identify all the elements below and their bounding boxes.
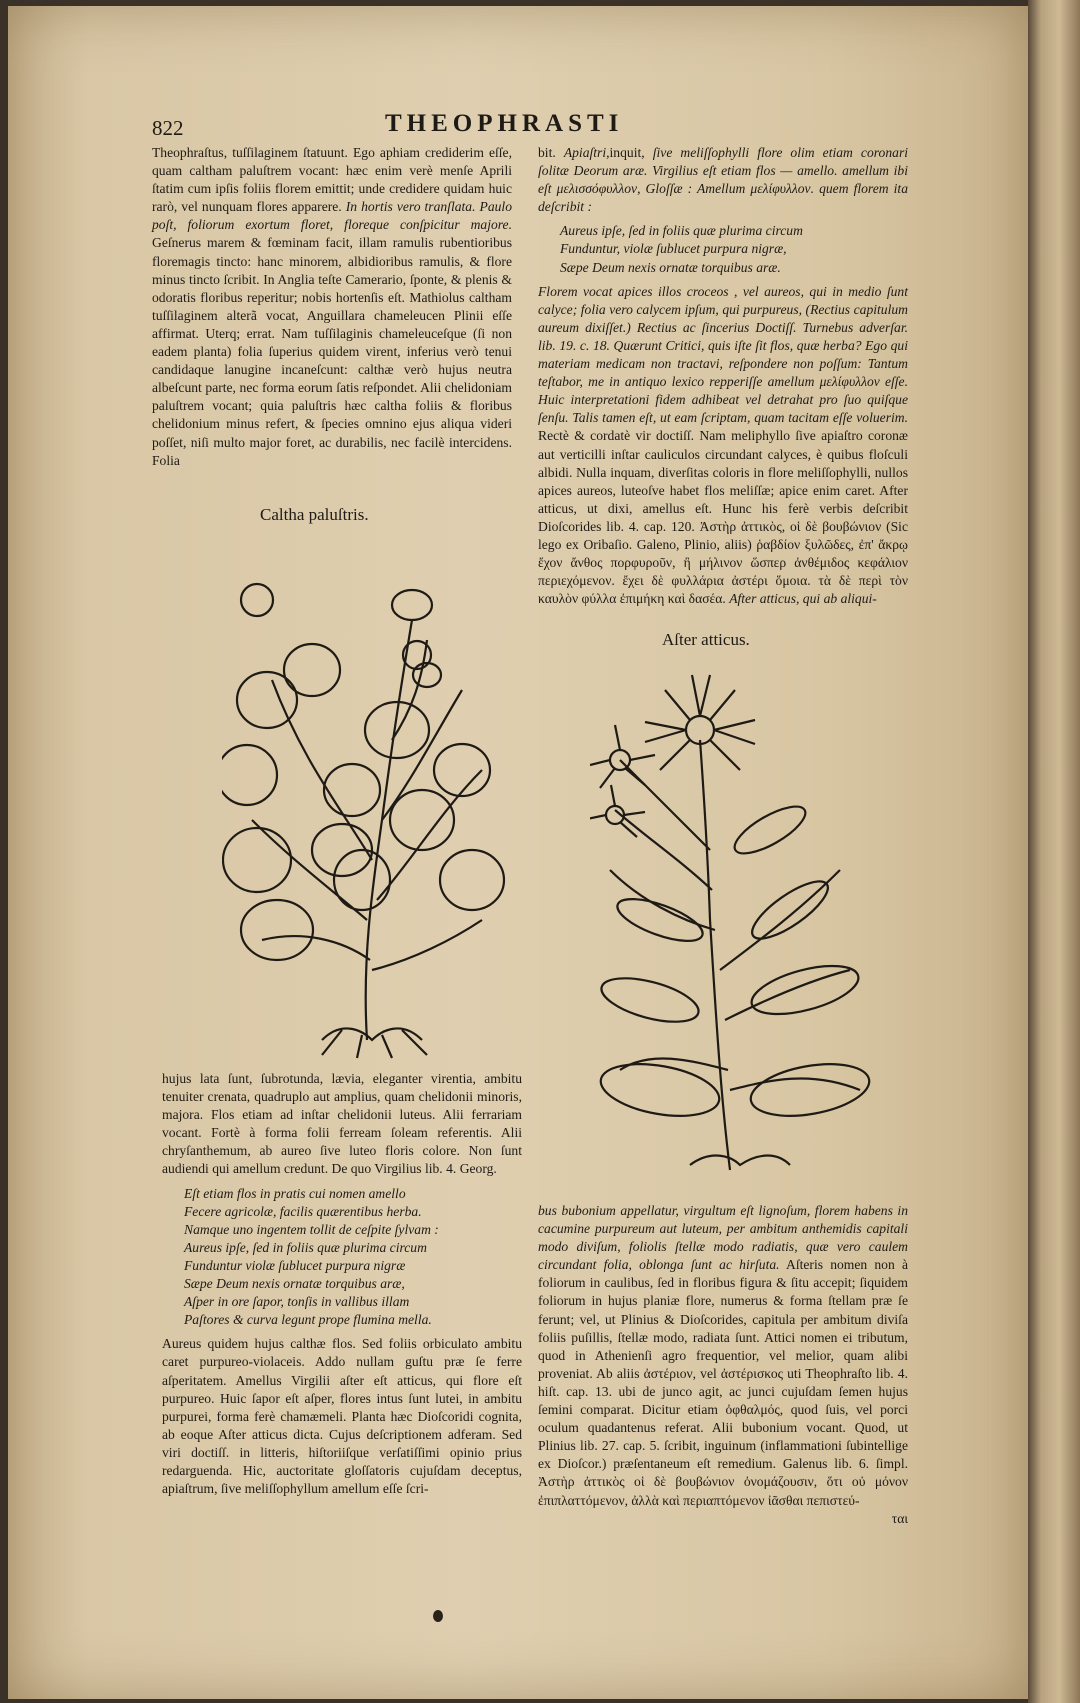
text-run: hujus lata ſunt, ſubrotunda, lævia, eleganter virentia, ambitu tenuiter crenata, quadruplo aut amplius, quam chelidonii minoris, majora. Flos etiam ad inſtar chelidonii luteus. Alii ferrariam vocant. Fortè à forma folii ferream ſoleam referentis. Alii chryſanthemum, ab aureo ſive luteo floris colore. Non ſunt audiendi qui amellum credunt. De quo Virgilius lib. 4. Georg.: [162, 1071, 522, 1177]
verse-line: Namque uno ingentem tollit de ceſpite ſylvam :: [184, 1221, 439, 1237]
italic-run: Apiaſtri,: [563, 145, 610, 160]
page-number: 822: [152, 116, 184, 140]
verse-line: Fecere agricolæ, facilis quærentibus herba.: [184, 1203, 422, 1219]
text-run: Geſnerus marem & fœminam facit, illam ramulis rubentioribus floremagis tincto: hanc minorem, albidioribus ramulis, & flore minus tincto ſcribit. In Anglia teſte Camerario, ſponte, & plenis & odoratis floribus reperitur; nobis hortenſis eſt. Mathiolus caltham tuſſilaginem alterã vocat, Anguillara chameleucen Plinii eſſe affirmat. Uterq; errat. Nam tuſſilaginis chameleuceſque (ſi non eadem planta) folia ſuperius quidem virent, inferius verò tenui candidaque lanugine incaneſcunt: calthæ verò hujus neutra albeſcunt parte, nec forma eorum ſatis reſpondet. Alii chelidoniam paluſtrem vocant; quia paluſtris hæc caltha foliis & floribus chelidonium minus refert, & ſpecies omnino ejus aliqua videri poſſet, niſi multo major foret, ac durabilis, nec facilè intercidens. Folia: [152, 235, 512, 468]
page-header: [140, 110, 915, 144]
text-run: Theophraſtus, tuſſilaginem ſtatuunt. Ego aphiam crediderim eſſe, quam caltham paluſtrem vocant: hæc enim verè menſe Aprili ſtatim cum ipſis foliis florem emittit; unde credidere quidam huic rarò, vel nunquam flores apparere.: [152, 145, 512, 215]
italic-run: After atticus, qui ab aliqui-: [729, 591, 877, 607]
paragraph: [152, 144, 512, 470]
right-column-bottom: [538, 1202, 908, 1528]
italic-run: Florem vocat apices illos croceos , vel aureos, qui in medio ſunt calyce; folia vero calycem ipſum, qui purpureus, (Rectius capitulum aureum dixiſſet.) Rectius ac ſincerius Doctiſſ. Turnebus adverſar. lib. 19. c. 18. Quærunt Critici, quis iſte ſit flos, quæ herba? Ego qui materiam medicam non tractavi, reſpondere non poſſum: Tantum teſtabor, me in antiquo lexico repperiſſe amellum μελίφυλλον eſſe. Huic interpretationi fidem adhibeat vel detrahat pro ſuo quiſque ſenſu. Talis tamen eſt, ut eam ſcriptam, quam tacitam eſſe voluerim.: [538, 283, 908, 426]
verse-line: Aureus ipſe, ſed in foliis quæ plurima circum: [184, 1239, 427, 1255]
facing-page-edge: [1028, 0, 1080, 1703]
paragraph: [538, 283, 908, 609]
catchword: ται: [891, 1510, 908, 1526]
verse-line: Sæpe Deum nexis ornatæ torquibus aræ.: [560, 259, 781, 275]
verse-line: Funduntur, violæ ſublucet purpura nigræ,: [560, 241, 787, 257]
caption-caltha: Caltha paluſtris.: [260, 505, 369, 524]
verse-line: Aureus ipſe, ſed in foliis quæ plurima circum: [560, 223, 803, 239]
left-column-top: [152, 144, 512, 470]
verse-line: Paſtores & curva legunt prope flumina mella.: [184, 1312, 432, 1328]
text-run: bit.: [538, 145, 556, 160]
text-run: inquit,: [609, 145, 645, 160]
text-run: Rectè & cordatè vir doctiſſ. Nam meliphyllo ſive apiaſtro coronæ aut verticilli inſtar cauliculos circundant calyces, è quibus floſculi albidi. Nulla inquam, diverſitas coloris in flore meliſſophylli, nullos apices aureos, luteoſve habet flos meliſſæ; apice enim caret. After atticus, ut dixi, amellus eſt. Hunc his ferè verbis deſcribit Dioſcorides lib. 4. cap. 120. Ἀστὴρ ἀττικὸς, οἱ δὲ βουβώνιον (Sic lego ex Oribaſio. Galeno, Plinio, aliis) ῥαβδίον ξυλῶδες, ἐπ' ἄκρῳ ἔχον ἄνθος πορφυροῦν, ἢ μήλινον ὥσπερ ἀνθέμιδος κεφάλιον περιεχόμενον. ἔχει δὲ φυλλάρια ἀστέρι ὅμοια. τὰ δὲ περὶ τὸν καυλὸν φύλλα ἐπιμήκη καὶ δασέα.: [538, 428, 908, 607]
caltha-palustris-woodcut-icon: [222, 560, 512, 1060]
caption-aster: Aſter atticus.: [662, 630, 750, 649]
verse-line: Funduntur violæ ſublucet purpura nigræ: [184, 1257, 406, 1273]
verse-line: Eſt etiam flos in pratis cui nomen amello: [184, 1185, 406, 1201]
paragraph: [538, 1202, 908, 1510]
verse-block: [162, 1185, 522, 1330]
paragraph: [162, 1335, 522, 1498]
running-head: THEOPHRASTI: [385, 110, 624, 137]
left-column-bottom: [162, 1070, 522, 1498]
italic-run: In hortis vero tranſlata. Paulo poſt, foliorum exortum floret, floreque conſpicitur majore.: [152, 199, 512, 233]
text-run: Aureus quidem hujus calthæ flos. Sed foliis orbiculato ambitu caret purpureo-violaceis. Addo nullam guſtu præ ſe ferre aſperitatem. Amellus Virgilii aſter eſt atticus, qui flore eſt purpureo. Huic ſapor eſt aſper, flores intus ſunt lutei, in ambitu purpurei, forma ferè chamæmeli. Planta hæc Dioſcoridi cognita, ab eoque Aſter atticus dicta. Cujus deſcriptionem adferam. Sed viri doctiſſ. in litteris, hiſtoriiſque verſatiſſimi opinio prius redarguenda. Hic, auctoritate gloſſatoris cujuſdam deceptus, apiaſtrum, ſive meliſſophyllum amellum eſſe ſcri-: [162, 1336, 522, 1497]
paragraph: [162, 1070, 522, 1179]
verse-line: Aſper in ore ſapor, tonſis in vallibus illam: [184, 1294, 410, 1310]
aster-atticus-woodcut-icon: [590, 670, 880, 1180]
ink-stain: [433, 1610, 443, 1622]
right-column-top: [538, 144, 908, 608]
text-run: Aſteris nomen non à foliorum in caulibus, ſed in floribus figura & ſitu accepit; ſiquidem foliorum in hujus planiæ flore, numerus & forma ſtellam præ ſe ferunt; vel, ut Plinius & Dioſcorides, capitula per ambitum diviſa foliis puſillis, ſtellæ modo, radiata ſunt. Attici nomen ei tributum, quod in Athenienſi agro frequentior, vel melior, quam alibi proveniat. Ab aliis ἀστέριον, vel ἀστέρισκος uti Theophraſto lib. 4. hiſt. cap. 13. ubi de junco agit, ac junci cujuſdam ſemen hujus ſemini comparat. Dicitur etiam ὀφθαλμός, quod ſuis, vel porci oculum quadantenus referat. Alii bubonium vocant. Quod, ut Plinius lib. 27. cap. 5. ſcribit, inguinum (inflammationi ſubintellige ex Dioſcor.) præſentaneum eſt remedium. Galenus lib. 6. ſimpl. Ἀστὴρ ἀττικὸς οἱ δὲ βουβώνιον ὀνομάζουσιν, ὅτι οὐ μόνον ἐπιπλαττόμενον, ἀλλὰ καὶ περιαπτόμενον ἰᾶσθαι πεπιστεύ-: [538, 1257, 908, 1508]
italic-run: bus bubonium appellatur, virgultum eſt lignoſum, florem habens in cacumine purpureum aut luteum, per ambitum anthemidis capitali modo diviſum, foliolis ſtellæ modo radiatis, quæ vero caulem circundant folia, oblonga ſunt ac hirſuta.: [538, 1203, 908, 1273]
italic-run: ſive meliſſophylli flore olim etiam coronari ſolitæ Deorum aræ. Virgilius eſt etiam flos — amello. amellum ibi eſt μελισσόφυλλον, Gloſſæ : Amellum μελίφυλλον. quem florem ita deſcribit :: [538, 145, 909, 215]
paragraph: [538, 144, 908, 216]
verse-line: Sæpe Deum nexis ornatæ torquibus aræ,: [184, 1276, 405, 1292]
verse-block: [538, 222, 908, 276]
